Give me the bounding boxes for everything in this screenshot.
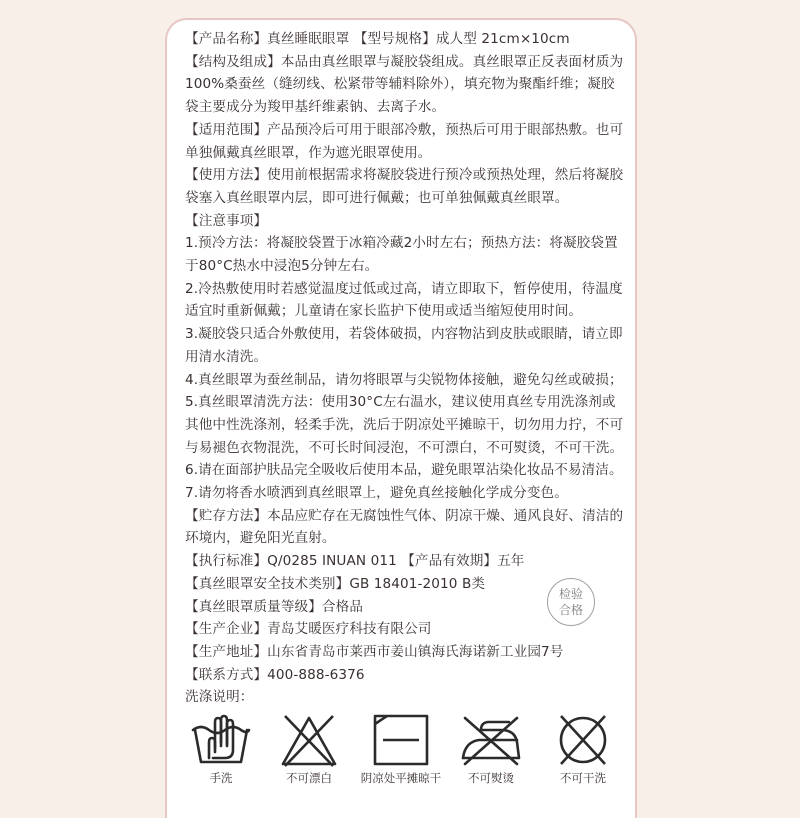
address-line: 【生产地址】山东省青岛市莱西市姜山镇海氏海诺新工业园7号: [185, 643, 564, 660]
note-3: 3.凝胶袋只适合外敷使用，若袋体破损，内容物沾到皮肤或眼睛，请立即用清水清洗。: [185, 326, 623, 365]
notes-heading: 【注意事项】: [185, 212, 268, 229]
storage-paragraph: 【贮存方法】本品应贮存在无腐蚀性气体、阴凉干燥、通风良好、清洁的环境内，避免阳光直射。: [185, 507, 624, 547]
no-bleach-icon: [277, 712, 341, 768]
stamp-line-2: 合格: [558, 603, 583, 617]
wash-label-line-dry-shade: 阴凉处平摊晾干: [360, 771, 442, 785]
wash-label-no-iron: 不可熨烫: [468, 771, 514, 785]
hand-wash-icon: [189, 712, 253, 768]
inspection-passed-stamp: [547, 578, 595, 626]
wash-item-line-dry-shade: [359, 712, 443, 792]
contact-line: 【联系方式】400-888-6376: [185, 666, 365, 683]
usage-paragraph: 【使用方法】使用前根据需求将凝胶袋进行预冷或预热处理，然后将凝胶袋塞入真丝眼罩内层，即可进行佩戴；也可单独佩戴真丝眼罩。: [185, 167, 624, 206]
product-name-line: 【产品名称】真丝睡眠眼罩 【型号规格】成人型 21cm×10cm: [185, 31, 570, 47]
note-5: 5.真丝眼罩清洗方法：使用30°C左右温水，建议使用真丝专用洗涤剂或其他中性洗涤剂，轻柔手洗，洗后于阴凉处平摊晾干，切勿用力拧，不可与易褪色衣物混洗，不可长时间浸泡，不可漂白，不可熨烫，不可干洗。: [185, 394, 624, 456]
note-2: 2.冷热敷使用时若感觉温度过低或过高，请立即取下，暂停使用，待温度适宜时重新佩戴；儿童请在家长监护下使用或适当缩短使用时间。: [185, 280, 623, 320]
manufacturer-line: 【生产企业】青岛艾暖医疗科技有限公司: [185, 621, 432, 638]
wash-item-hand-wash: [179, 712, 263, 792]
note-4: 4.真丝眼罩为蚕丝制品，请勿将眼罩与尖锐物体接触，避免勾丝或破损；: [185, 371, 623, 388]
wash-item-no-dry-clean: [541, 712, 625, 792]
wash-label-hand-wash: 手洗: [209, 771, 233, 785]
stamp-line-1: 检验: [558, 587, 583, 601]
wash-label-no-bleach: 不可漂白: [286, 771, 332, 785]
no-iron-icon: [459, 712, 523, 768]
standard-line: 【执行标准】Q/0285 INUAN 011 【产品有效期】五年: [185, 553, 525, 570]
line-dry-shade-icon: [369, 712, 433, 768]
wash-symbols-row: [185, 712, 625, 792]
note-6: 6.请在面部护肤品完全吸收后使用本品，避免眼罩沾染化妆品不易清洁。: [185, 462, 623, 479]
wash-item-no-bleach: [267, 712, 351, 792]
note-1: 1.预冷方法：将凝胶袋置于冰箱冷藏2小时左右；预热方法：将凝胶袋置于80°C热水中浸泡5分钟左右。: [185, 235, 618, 275]
wash-instructions-heading: 洗涤说明：: [185, 689, 254, 706]
safety-category-line: 【真丝眼罩安全技术类别】GB 18401-2010 B类: [185, 575, 486, 592]
wash-item-no-iron: [449, 712, 533, 792]
no-dry-clean-icon: [551, 712, 615, 768]
scope-paragraph: 【适用范围】产品预冷后可用于眼部冷敷，预热后可用于眼部热敷。也可单独佩戴真丝眼罩，作为遮光眼罩使用。: [185, 121, 624, 161]
quality-grade-line: 【真丝眼罩质量等级】合格品: [185, 598, 364, 615]
note-7: 7.请勿将香水喷洒到真丝眼罩上，避免真丝接触化学成分变色。: [185, 485, 568, 502]
structure-paragraph: 【结构及组成】本品由真丝眼罩与凝胶袋组成。真丝眼罩正反表面材质为100%桑蚕丝（缝纫线、松紧带等辅料除外），填充物为聚酯纤维；凝胶袋主要成分为羧甲基纤维素钠、去离子水。: [185, 53, 624, 116]
wash-label-no-dry-clean: 不可干洗: [560, 771, 606, 785]
